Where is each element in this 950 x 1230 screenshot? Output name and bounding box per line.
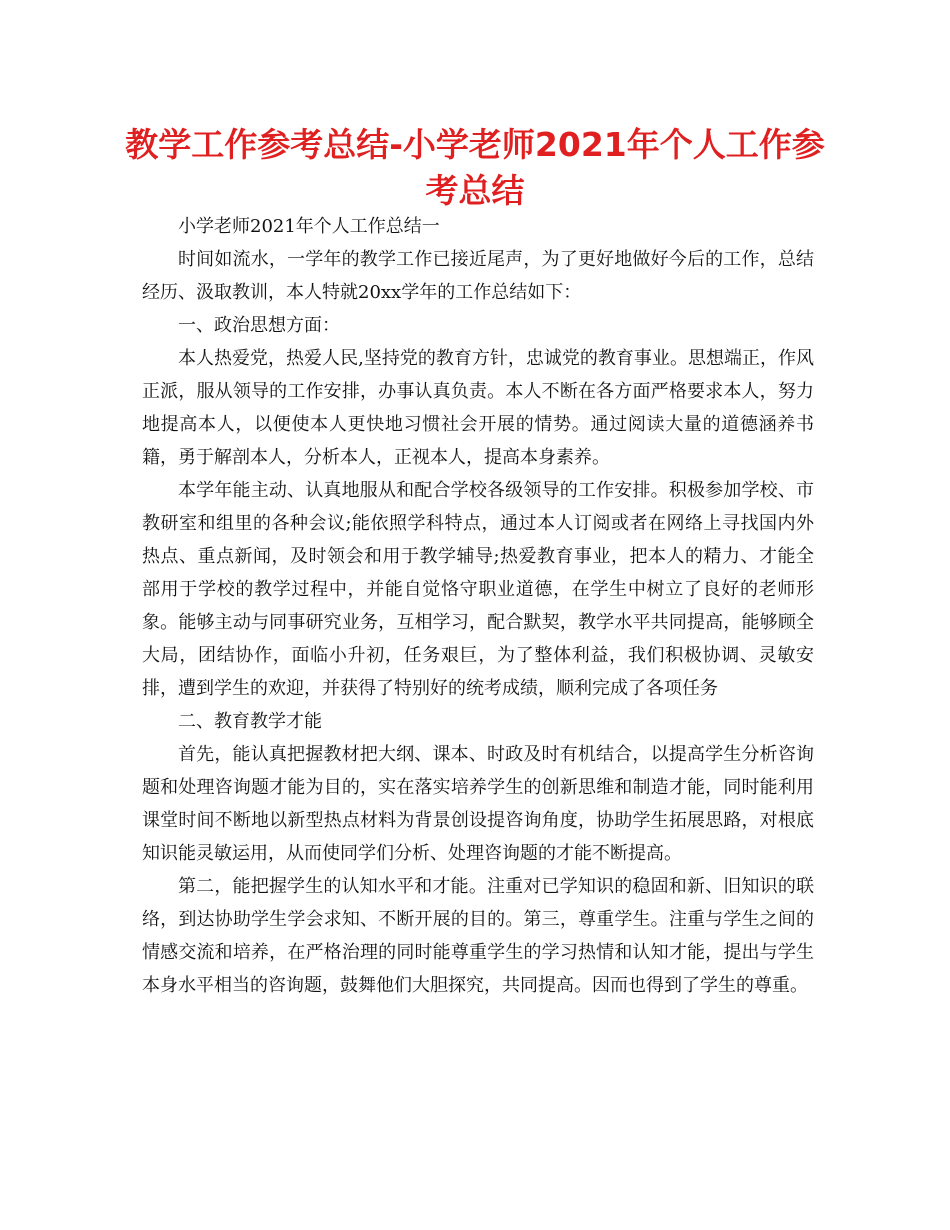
section-heading-politics: 一、政治思想方面： (178, 315, 340, 336)
politics-paragraph-2: 本学年能主动、认真地服从和配合学校各级领导的工作安排。积极参加学校、市教研室和组里的各种会议;能依照学科特点，通过本人订阅或者在网络上寻找国内外热点、重点新闻，及时领会和用于教学辅导;热爱教育事业，把本人的精力、才能全部用于学校的教学过程中，并能自觉恪守职业道德，在学生中树立了良好的老师形象。能够主动与同事研究业务，互相学习，配合默契，教学水平共同提高，能够顾全大局，团结协作，面临小升初，任务艰巨，为了整体利益，我们积极协调、灵敏安排，遭到学生的欢迎，并获得了特别好的统考成绩，顺利完成了各项任务 (142, 480, 814, 699)
document-subtitle: 小学老师2021年个人工作总结一 (178, 216, 440, 237)
politics-paragraph-1: 本人热爱党，热爱人民,坚持党的教育方针，忠诚党的教育事业。思想端正，作风正派，服从领导的工作安排，办事认真负责。本人不断在各方面严格要求本人，努力地提高本人，以便使本人更快地习惯社会开展的情势。通过阅读大量的道德涵养书籍，勇于解剖本人，分析本人，正视本人，提高本身素养。 (142, 348, 814, 468)
teaching-paragraph-1: 首先，能认真把握教材把大纲、课本、时政及时有机结合，以提高学生分析咨询题和处理咨询题才能为目的，实在落实培养学生的创新思维和制造才能，同时能利用课堂时间不断地以新型热点材料为背景创设提咨询角度，协助学生拓展思路，对根底知识能灵敏运用，从而使同学们分析、处理咨询题的才能不断提高。 (142, 744, 814, 864)
intro-paragraph: 时间如流水，一学年的教学工作已接近尾声，为了更好地做好今后的工作，总结经历、汲取教训，本人特就20xx学年的工作总结如下： (142, 249, 814, 303)
document-body (142, 210, 814, 1002)
document-title: 教学工作参考总结-小学老师2021年个人工作参考总结 (125, 125, 825, 210)
section-heading-teaching: 二、教育教学才能 (178, 711, 322, 732)
teaching-paragraph-2: 第二，能把握学生的认知水平和才能。注重对已学知识的稳固和新、旧知识的联络，到达协助学生学会求知、不断开展的目的。第三，尊重学生。注重与学生之间的情感交流和培养，在严格治理的同时能尊重学生的学习热情和认知才能，提出与学生本身水平相当的咨询题，鼓舞他们大胆探究，共同提高。因而也得到了学生的尊重。 (142, 876, 814, 996)
